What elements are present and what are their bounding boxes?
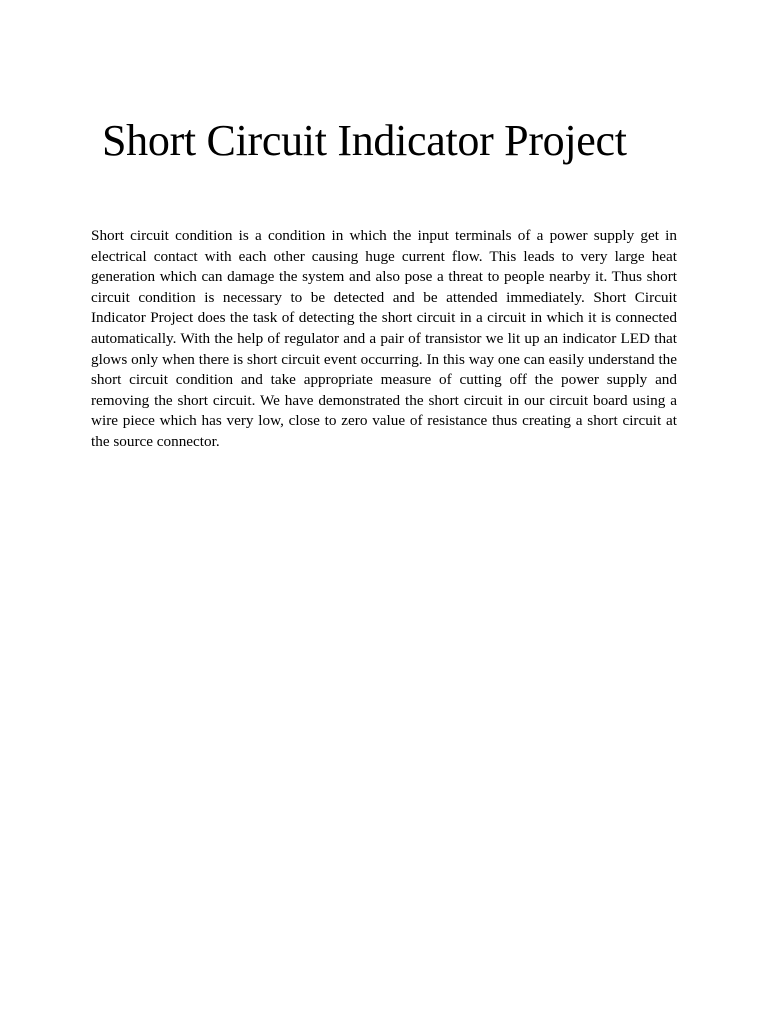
- document-body-paragraph: Short circuit condition is a condition in which the input terminals of a power supply get in electrical contact with each other causing huge current flow. This leads to very large heat generation which can damage the system and also pose a threat to people nearby it. Thus short circuit condition is necessary to be detected and be attended immediately. Short Circuit Indicator Project does the task of detecting the short circuit in a circuit in which it is connected automatically. With the help of regulator and a pair of transistor we lit up an indicator LED that glows only when there is short circuit event occurring. In this way one can easily understand the short circuit condition and take appropriate measure of cutting off the power supply and removing the short circuit. We have demonstrated the short circuit in our circuit board using a wire piece which has very low, close to zero value of resistance thus creating a short circuit at the source connector.: [91, 227, 677, 450]
- document-title: Short Circuit Indicator Project: [102, 116, 627, 165]
